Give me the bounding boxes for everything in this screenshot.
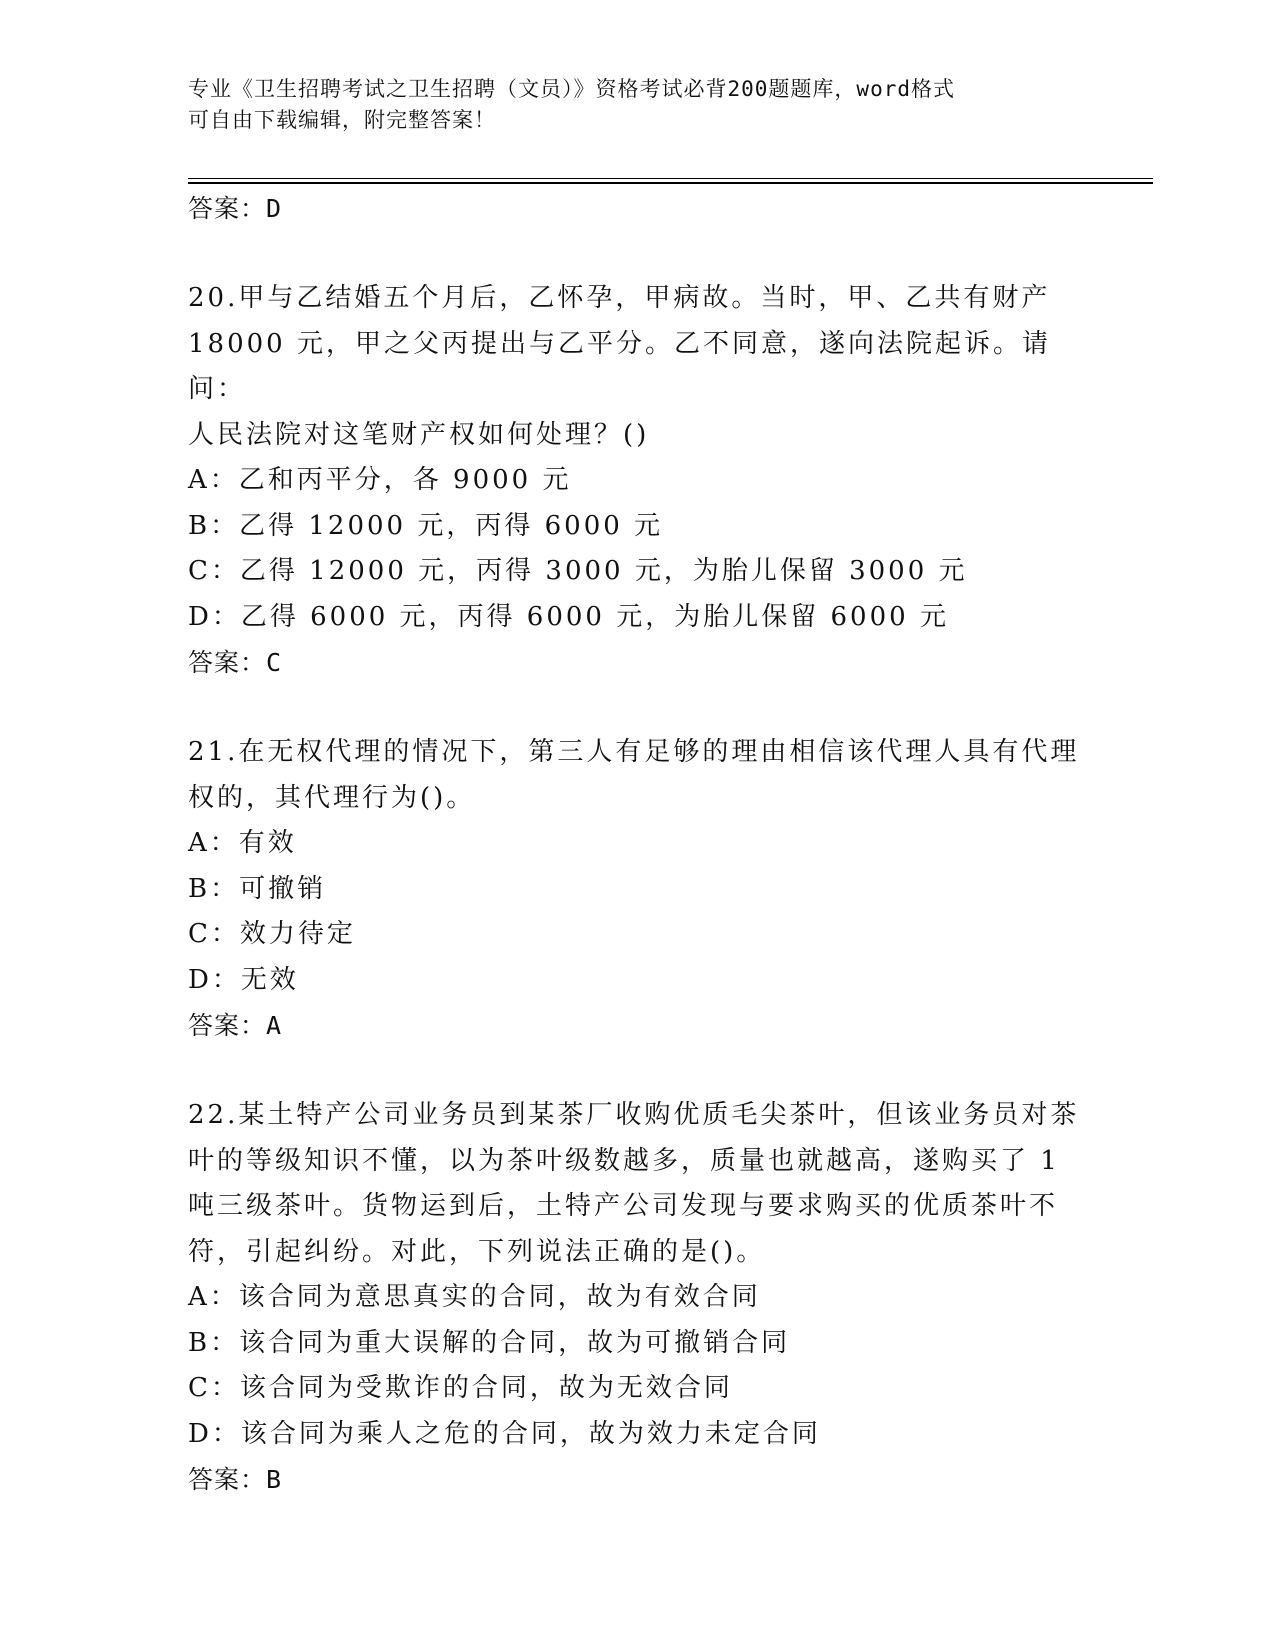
- question-stem-line: 吨三级茶叶。货物运到后，土特产公司发现与要求购买的优质茶叶不: [188, 1191, 1059, 1221]
- option-d: D：乙得 6000 元，丙得 6000 元，为胎儿保留 6000 元: [188, 601, 949, 632]
- answer-line: 答案：B: [188, 1465, 283, 1494]
- header-divider-thin: [188, 178, 1153, 179]
- header-line-1: 专业《卫生招聘考试之卫生招聘（文员）》资格考试必背200题题库，word格式: [188, 77, 955, 101]
- option-b: B：可撤销: [188, 873, 327, 904]
- header-divider-thick: [188, 182, 1153, 184]
- option-a: A：有效: [188, 828, 297, 858]
- option-c: C：该合同为受欺诈的合同，故为无效合同: [188, 1373, 733, 1403]
- option-c: C：效力待定: [188, 919, 356, 949]
- question-20: [188, 276, 1088, 686]
- option-a: A：乙和丙平分，各 9000 元: [188, 465, 572, 495]
- question-stem-line: 20.甲与乙结婚五个月后，乙怀孕，甲病故。当时，甲、乙共有财产: [188, 283, 1051, 313]
- question-list: [188, 186, 1088, 1503]
- option-a: A：该合同为意思真实的合同，故为有效合同: [188, 1282, 761, 1312]
- question-stem-line: 叶的等级知识不懂，以为茶叶级数越多，质量也就越高，遂购买了 1: [188, 1145, 1060, 1176]
- option-b: B：该合同为重大误解的合同，故为可撤销合同: [188, 1327, 791, 1358]
- option-d: D：该合同为乘人之危的合同，故为效力未定合同: [188, 1418, 821, 1449]
- question-stem-line: 人民法院对这笔财产权如何处理？(): [188, 419, 650, 450]
- answer-line: 答案：C: [188, 648, 283, 677]
- option-b: B：乙得 12000 元，丙得 6000 元: [188, 510, 664, 541]
- document-header: [188, 74, 1068, 136]
- option-d: D：无效: [188, 964, 299, 995]
- option-c: C：乙得 12000 元，丙得 3000 元，为胎儿保留 3000 元: [188, 556, 968, 586]
- question-stem-line: 21.在无权代理的情况下，第三人有足够的理由相信该代理人具有代理: [188, 737, 1080, 767]
- question-stem-line: 22.某土特产公司业务员到某茶厂收购优质毛尖茶叶，但该业务员对茶: [188, 1100, 1080, 1130]
- question-22: [188, 1093, 1088, 1503]
- question-stem-line: 符，引起纠纷。对此，下列说法正确的是()。: [188, 1236, 766, 1267]
- answer-line: 答案：A: [188, 1011, 283, 1040]
- header-line-2: 可自由下载编辑，附完整答案！: [188, 108, 496, 132]
- question-21: [188, 730, 1088, 1049]
- question-stem-line: 18000 元，甲之父丙提出与乙平分。乙不同意，遂向法院起诉。请问：: [188, 328, 1051, 404]
- previous-answer: 答案：D: [188, 194, 283, 223]
- question-stem-line: 权的，其代理行为()。: [188, 782, 476, 813]
